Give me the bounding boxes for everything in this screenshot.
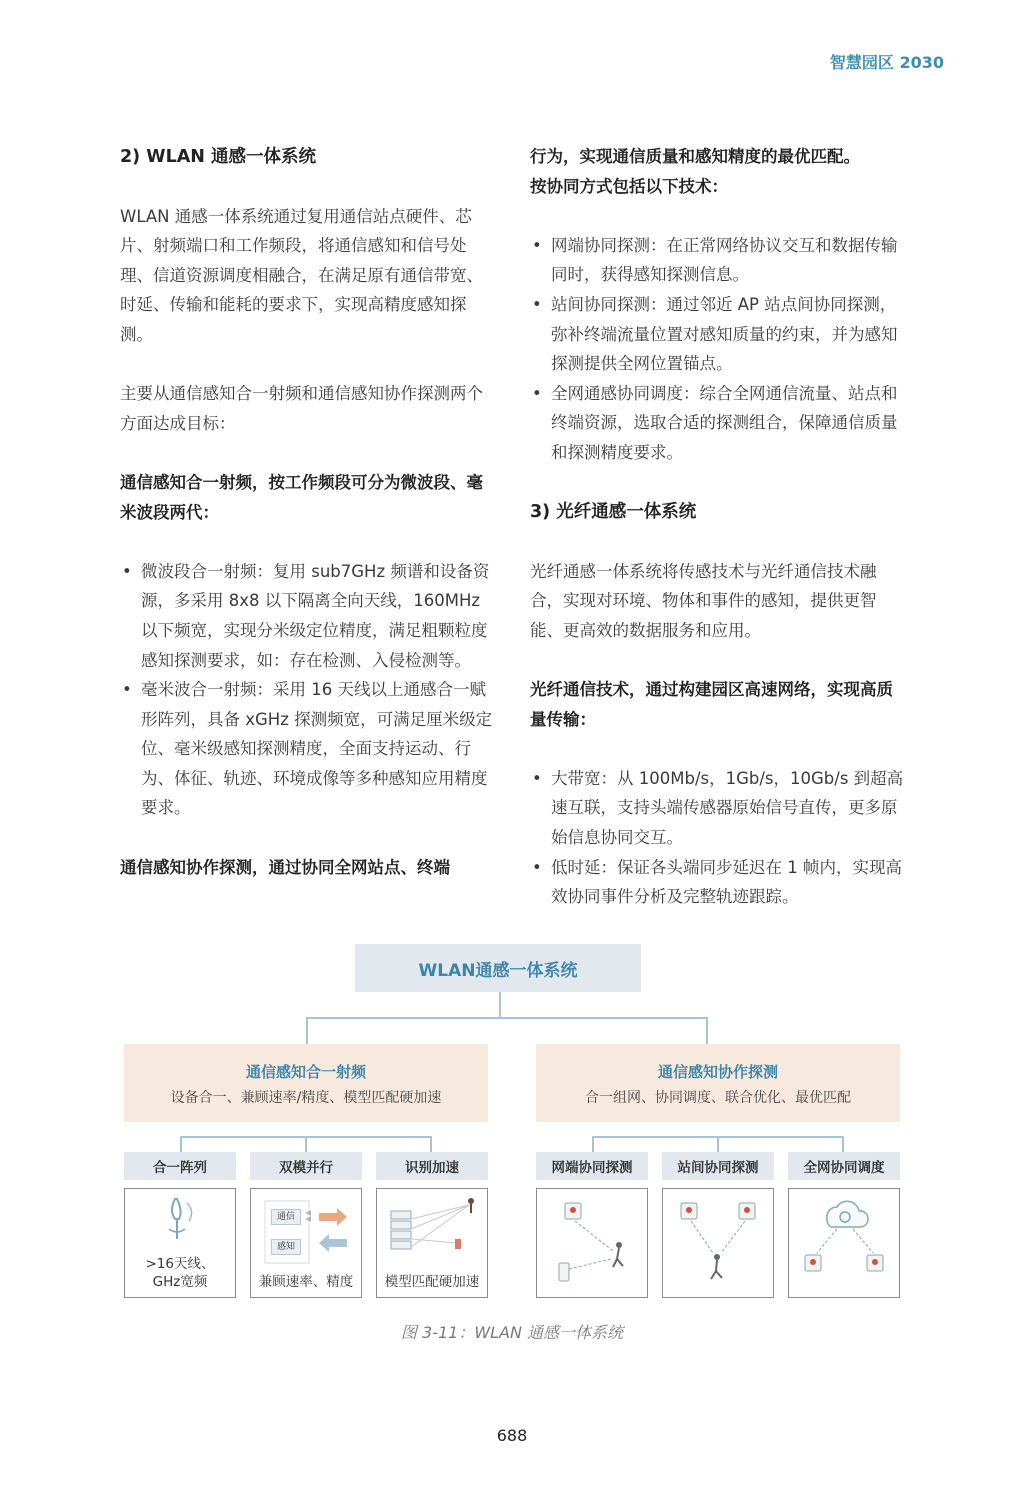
rf-bullet-list [120, 557, 496, 823]
branch-box-collab [536, 1044, 900, 1122]
cloud-scheduling-icon [789, 1189, 899, 1297]
branch-title: 通信感知协作探测 [657, 1063, 778, 1081]
leaf-panel [662, 1188, 774, 1298]
network-terminal-icon [537, 1189, 647, 1297]
list-item: • 毫米波合一射频：采用 16 天线以上通感合一赋形阵列，具备 xGHz 探测频宽，可满足厘米级定位、毫米级感知探测精度，全面支持运动、行为、体征、轨迹、环境成像等多种感知应用精度要求。 [120, 675, 496, 823]
connector-line [592, 1136, 594, 1152]
antenna-array-icon [125, 1189, 235, 1253]
branch-subtitle: 设备合一、兼顾速率/精度、模型匹配硬加速 [170, 1090, 442, 1106]
parallel-arrows-icon [251, 1189, 361, 1269]
leaf-unified-array [124, 1152, 236, 1298]
leaf-recognition-accel [376, 1152, 488, 1298]
access-point-pair-icon [663, 1189, 773, 1297]
fiber-bullet-list [530, 764, 906, 912]
leaf-label: 双模并行 [250, 1152, 362, 1180]
connector-line [717, 1136, 719, 1152]
leaf-label: 合一阵列 [124, 1152, 236, 1180]
collab-heading-continued: 行为，实现通信质量和感知精度的最优匹配。 [530, 147, 860, 166]
leaf-panel [536, 1188, 648, 1298]
connector-line [180, 1136, 182, 1152]
collab-bullet-list [530, 231, 906, 468]
leaf-caption [125, 1255, 235, 1291]
leaf-panel [376, 1188, 488, 1298]
leaf-caption: 兼顾速率、精度 [258, 1274, 354, 1290]
connector-line [706, 1017, 708, 1044]
connector-line [842, 1136, 844, 1152]
caption-line: GHz宽频 [152, 1274, 208, 1290]
wlan-intro-paragraph: WLAN 通感一体系统通过复用通信站点硬件、芯片、射频端口和工作频段，将通信感知和信号处理、信道资源调度相融合，在满足原有通信带宽、时延、传输和能耗的要求下，实现高精度感知探测。 [120, 206, 483, 344]
fiber-intro-paragraph: 光纤通感一体系统将传感技术与光纤通信技术融合，实现对环境、物体和事件的感知，提供更智能、更高效的数据服务和应用。 [530, 561, 877, 640]
comm-tag: 通信 [271, 1209, 301, 1225]
leaf-panel [124, 1188, 236, 1298]
leaf-network-wide-scheduling [788, 1152, 900, 1298]
leaf-network-terminal-collab [536, 1152, 648, 1298]
fiber-heading: 光纤通信技术，通过构建园区高速网络，实现高质量传输： [530, 680, 893, 729]
branch-title: 通信感知合一射频 [245, 1063, 366, 1081]
right-column [530, 142, 906, 912]
caption-line: >16天线、 [145, 1256, 215, 1272]
page-number: 688 [496, 1426, 528, 1445]
branch-subtitle: 合一组网、协同调度、联合优化、最优匹配 [585, 1090, 851, 1106]
list-item: • 站间协同探测：通过邻近 AP 站点间协同探测，弥补终端流量位置对感知质量的约束，并为感知探测提供全网位置锚点。 [530, 290, 906, 379]
connector-line [306, 1017, 708, 1019]
leaf-label: 网端协同探测 [536, 1152, 648, 1180]
left-column [120, 142, 496, 882]
leaf-label: 站间协同探测 [662, 1152, 774, 1180]
goals-paragraph: 主要从通信感知合一射频和通信感知协作探测两个方面达成目标： [120, 384, 483, 433]
list-item: • 大带宽：从 100Mb/s，1Gb/s，10Gb/s 到超高速互联，支持头端传感器原始信号直传，更多原始信息协同交互。 [530, 764, 906, 853]
server-rack-icon [377, 1189, 487, 1273]
leaf-panel [250, 1188, 362, 1298]
connector-line [430, 1136, 432, 1152]
figure-caption: 图 3-11：WLAN 通感一体系统 [400, 1323, 624, 1342]
leaf-dual-mode [250, 1152, 362, 1298]
leaf-panel [788, 1188, 900, 1298]
connector-line [305, 1136, 307, 1152]
leaf-caption: 模型匹配硬加速 [384, 1274, 480, 1290]
list-item: • 全网通感协同调度：综合全网通信流量、站点和终端资源，选取合适的探测组合，保障通信质量和探测精度要求。 [530, 379, 906, 468]
wlan-system-diagram [0, 940, 1024, 1310]
leaf-label: 识别加速 [376, 1152, 488, 1180]
leaf-label: 全网协同调度 [788, 1152, 900, 1180]
list-item: • 微波段合一射频：复用 sub7GHz 频谱和设备资源，多采用 8x8 以下隔离全向天线，160MHz 以下频宽，实现分米级定位精度，满足粗颗粒度感知探测要求，如：存在检测、入侵检测等。 [120, 557, 496, 675]
list-item: • 网端协同探测：在正常网络协议交互和数据传输同时，获得感知探测信息。 [530, 231, 906, 290]
connector-line [499, 992, 501, 1018]
rf-heading: 通信感知合一射频，按工作频段可分为微波段、毫米波段两代： [120, 472, 483, 522]
section-title-fiber: 3) 光纤通感一体系统 [530, 502, 697, 523]
running-header: 智慧园区 2030 [829, 53, 944, 72]
section-title-wlan: 2) WLAN 通感一体系统 [120, 147, 317, 167]
sense-tag: 感知 [271, 1239, 301, 1255]
connector-line [306, 1017, 308, 1044]
leaf-inter-station-collab [662, 1152, 774, 1298]
branch-box-rf [124, 1044, 488, 1122]
list-item: • 低时延：保证各头端同步延迟在 1 帧内，实现高效协同事件分析及完整轨迹跟踪。 [530, 853, 906, 912]
collab-heading: 通信感知协作探测，通过协同全网站点、终端 [120, 857, 450, 877]
collab-intro: 按协同方式包括以下技术： [530, 176, 728, 196]
diagram-title: WLAN通感一体系统 [355, 944, 641, 992]
